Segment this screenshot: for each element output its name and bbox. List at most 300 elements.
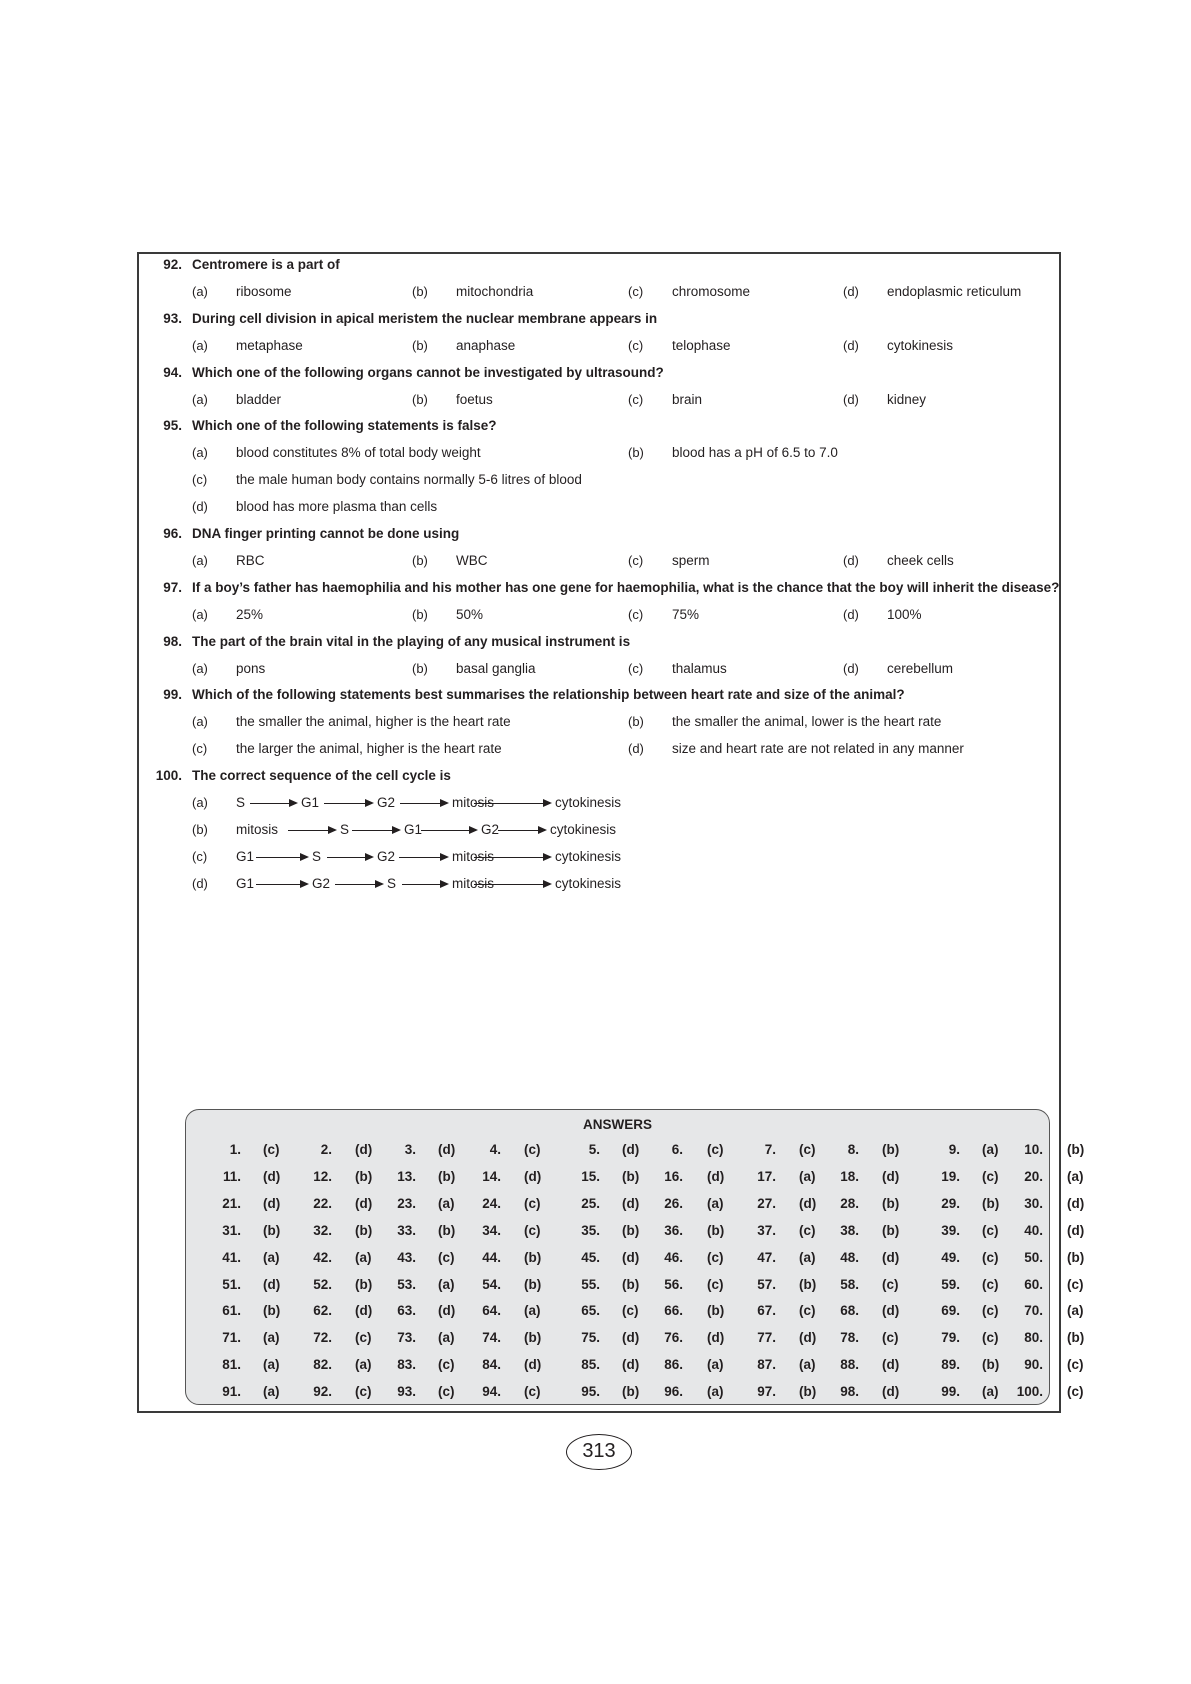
option-label: (c) [628,337,644,353]
page-number: 313 [566,1434,632,1470]
option-text: the smaller the animal, higher is the heart rate [236,714,511,730]
answer-value: (c) [799,1303,816,1319]
question-line [0,849,1191,875]
answer-number: 77. [757,1330,776,1346]
answer-value: (b) [438,1222,456,1238]
option-text: cytokinesis [887,337,954,353]
answer-number: 34. [482,1222,501,1238]
answer-value: (c) [982,1303,999,1319]
answer-value: (c) [438,1249,455,1265]
right-arrow-icon [352,830,399,831]
answer-value: (b) [622,1168,640,1184]
right-arrow-icon [327,857,372,858]
question-text: During cell division in apical meristem the nuclear membrane appears in [192,310,658,326]
question-line [0,553,1191,579]
sequence [236,822,656,842]
option-label: (b) [628,445,644,461]
question-line [0,607,1191,633]
answers-title: ANSWERS [582,1117,652,1132]
answer-value: (b) [355,1276,373,1292]
answer-number: 87. [757,1357,776,1373]
option-text: size and heart rate are not related in any manner [672,741,964,757]
answer-row [186,1222,1085,1247]
answer-number: 59. [941,1276,960,1292]
answer-number: 54. [482,1276,501,1292]
answer-value: (b) [438,1168,456,1184]
sequence-step: G2 [312,875,331,891]
answer-value: (b) [263,1222,281,1238]
answer-value: (c) [982,1330,999,1346]
answer-number: 69. [941,1303,960,1319]
answer-value: (d) [263,1195,281,1211]
option-label: (c) [628,606,644,622]
answer-number: 27. [757,1195,776,1211]
option-label: (d) [628,741,644,757]
option-label: (b) [412,552,428,568]
answer-number: 70. [1024,1303,1043,1319]
answer-value: (c) [707,1249,724,1265]
answer-value: (c) [799,1222,816,1238]
option-label: (d) [843,283,859,299]
option-label: (a) [192,337,208,353]
answer-value: (c) [707,1142,724,1157]
option-label: (a) [192,445,208,461]
answer-value: (b) [622,1276,640,1292]
option-label: (a) [192,795,208,810]
answer-number: 86. [664,1357,683,1373]
answer-value: (c) [882,1330,899,1346]
answer-number: 53. [397,1276,416,1292]
answer-value: (b) [355,1168,373,1184]
question-number: 95. [163,418,182,434]
answer-number: 91. [222,1384,241,1400]
answer-value: (c) [263,1142,280,1157]
answer-row [186,1384,1084,1408]
sequence-step: mitosis [452,795,495,810]
answer-value: (c) [882,1276,899,1292]
sequence-step: S [312,848,322,864]
answer-value: (c) [982,1168,999,1184]
answer-value: (b) [524,1249,542,1265]
question-text: The correct sequence of the cell cycle is [192,768,451,784]
answer-number: 7. [764,1142,776,1157]
option-label: (b) [412,283,428,299]
answer-value: (a) [707,1384,724,1400]
answer-number: 83. [397,1357,416,1373]
question-line [0,876,1191,902]
answer-row [186,1330,1085,1354]
answer-value: (a) [707,1357,724,1373]
answer-value: (b) [1067,1330,1085,1346]
question-number: 97. [163,579,182,595]
answer-number: 81. [222,1357,241,1373]
answer-number: 78. [840,1330,859,1346]
answer-number: 80. [1024,1330,1043,1346]
answer-number: 55. [581,1276,600,1292]
answer-value: (b) [1067,1249,1085,1265]
answer-value: (d) [524,1168,542,1184]
option-label: (c) [192,741,208,757]
option-text: pons [236,660,266,676]
answer-number: 51. [222,1276,241,1292]
answer-value: (a) [438,1276,455,1292]
option-label: (a) [192,391,208,407]
right-arrow-icon [400,803,447,804]
answer-number: 72. [313,1330,332,1346]
sequence-step: G1 [301,795,320,810]
sequence-step: G1 [236,875,255,891]
option-text: the male human body contains normally 5-6 litres of blood [236,472,582,488]
option-label: (a) [192,660,208,676]
answer-value: (c) [524,1195,541,1211]
answer-value: (d) [622,1249,640,1265]
answer-number: 89. [941,1357,960,1373]
question-text: The part of the brain vital in the playing of any musical instrument is [192,633,631,649]
option-text: chromosome [672,283,751,299]
option-label: (c) [192,848,208,864]
sequence-step: mitosis [236,821,279,837]
answer-number: 50. [1024,1249,1043,1265]
right-arrow-icon [474,857,550,858]
option-text: brain [672,391,703,407]
sequence [236,849,656,869]
answer-number: 6. [671,1142,683,1157]
answer-value: (d) [1067,1222,1085,1238]
option-label: (d) [192,499,208,515]
answer-value: (d) [799,1330,817,1346]
option-text: mitochondria [456,283,534,299]
sequence-step: G1 [404,821,423,837]
option-label: (d) [843,391,859,407]
right-arrow-icon [399,857,447,858]
option-label: (d) [843,660,859,676]
answer-row [186,1276,1084,1301]
question-number: 100. [155,768,182,784]
answer-number: 96. [664,1384,683,1400]
answer-number: 37. [757,1222,776,1238]
answer-number: 95. [581,1384,600,1400]
answer-number: 26. [664,1195,683,1211]
right-arrow-icon [256,884,307,885]
answer-value: (c) [799,1142,816,1157]
option-text: cheek cells [887,552,954,568]
sequence-step: cytokinesis [555,875,622,891]
question-line [0,472,1191,498]
answer-number: 85. [581,1357,600,1373]
answer-value: (b) [982,1357,1000,1373]
question-line [0,580,1191,606]
answer-number: 1. [229,1142,241,1157]
option-label: (a) [192,552,208,568]
answer-row [186,1142,1085,1166]
answer-value: (c) [438,1357,455,1373]
answer-number: 49. [941,1249,960,1265]
answer-value: (a) [524,1303,541,1319]
question-line [0,822,1191,848]
option-label: (c) [192,472,208,488]
answer-number: 67. [757,1303,776,1319]
answer-number: 31. [222,1222,241,1238]
right-arrow-icon [402,884,447,885]
sequence-step: G2 [481,821,500,837]
answer-value: (c) [982,1222,999,1238]
answer-number: 92. [313,1384,332,1400]
option-text: bladder [236,391,282,407]
question-line [0,741,1191,767]
answer-value: (c) [355,1384,372,1400]
answer-value: (a) [263,1384,280,1400]
answer-value: (d) [622,1195,640,1211]
question-line [0,284,1191,310]
answer-value: (b) [799,1384,817,1400]
option-text: 25% [236,606,264,622]
answer-value: (d) [263,1168,281,1184]
answer-number: 42. [313,1249,332,1265]
sequence-step: mitosis [452,848,495,864]
answer-value: (d) [799,1195,817,1211]
answer-value: (b) [524,1330,542,1346]
option-text: cerebellum [887,660,954,676]
answer-number: 90. [1024,1357,1043,1373]
option-text: thalamus [672,660,727,676]
question-line [0,634,1191,660]
answer-number: 22. [313,1195,332,1211]
answer-value: (a) [263,1330,280,1346]
answer-number: 40. [1024,1222,1043,1238]
answer-number: 15. [581,1168,600,1184]
answer-number: 64. [482,1303,501,1319]
question-text: DNA finger printing cannot be done using [192,526,460,541]
answer-value: (d) [263,1276,281,1292]
option-label: (b) [412,606,428,622]
answer-key-box [185,1109,1085,1405]
option-label: (c) [628,283,644,299]
question-line [0,687,1191,713]
option-label: (c) [628,391,644,407]
answer-value: (d) [707,1168,725,1184]
question-number: 99. [163,687,182,703]
answer-value: (a) [1067,1168,1084,1184]
answer-value: (b) [622,1384,640,1400]
sequence-step: cytokinesis [550,821,617,837]
sequence-step: cytokinesis [555,848,622,864]
right-arrow-icon [250,803,296,804]
option-label: (b) [412,660,428,676]
question-text: Centromere is a part of [192,257,340,272]
answer-number: 71. [222,1330,241,1346]
option-label: (c) [628,552,644,568]
answer-value: (b) [707,1222,725,1238]
answer-value: (b) [263,1303,281,1319]
option-label: (d) [843,337,859,353]
right-arrow-icon [335,884,382,885]
right-arrow-icon [256,857,307,858]
question-text: Which one of the following statements is false? [192,418,497,434]
option-text: 75% [672,606,700,622]
answer-number: 58. [840,1276,859,1292]
option-text: metaphase [236,337,303,353]
option-text: 50% [456,606,484,622]
answer-number: 19. [941,1168,960,1184]
option-label: (a) [192,606,208,622]
answer-value: (d) [882,1384,900,1400]
option-text: telophase [672,337,731,353]
answer-value: (b) [882,1195,900,1211]
answer-number: 10. [1024,1142,1043,1157]
answer-value: (a) [707,1195,724,1211]
right-arrow-icon [474,884,550,885]
question-line [0,311,1191,337]
sequence-step: cytokinesis [555,795,622,810]
answer-number: 41. [222,1249,241,1265]
option-label: (b) [412,391,428,407]
answer-number: 32. [313,1222,332,1238]
answer-number: 30. [1024,1195,1043,1211]
answer-number: 75. [581,1330,600,1346]
option-label: (b) [628,714,644,730]
answer-number: 35. [581,1222,600,1238]
answer-number: 44. [482,1249,501,1265]
answer-value: (c) [524,1384,541,1400]
answer-value: (b) [882,1142,900,1157]
question-line [0,768,1191,794]
answer-row [186,1249,1085,1274]
question-text: If a boy’s father has haemophilia and his mother has one gene for haemophilia, what is the chance that the boy will inherit the disease? [192,579,1060,595]
answer-value: (a) [263,1357,280,1373]
answer-value: (b) [1067,1142,1085,1157]
option-text: WBC [456,552,488,568]
answer-number: 17. [757,1168,776,1184]
option-text: sperm [672,552,710,568]
option-text: blood has a pH of 6.5 to 7.0 [672,445,838,461]
answer-number: 21. [222,1195,241,1211]
question-line [0,795,1191,821]
answer-number: 36. [664,1222,683,1238]
option-text: endoplasmic reticulum [887,283,1022,299]
answer-value: (a) [982,1384,999,1400]
question-number: 92. [163,257,182,272]
answer-value: (d) [882,1168,900,1184]
answer-value: (d) [882,1357,900,1373]
answer-number: 43. [397,1249,416,1265]
answer-number: 63. [397,1303,416,1319]
answer-value: (c) [982,1249,999,1265]
answer-number: 48. [840,1249,859,1265]
answer-number: 99. [941,1384,960,1400]
option-label: (d) [843,552,859,568]
answer-value: (b) [707,1303,725,1319]
answer-row [186,1303,1084,1327]
answer-value: (c) [982,1276,999,1292]
answer-number: 38. [840,1222,859,1238]
question-line [0,392,1191,418]
answer-value: (c) [438,1384,455,1400]
question-number: 96. [163,526,182,541]
answer-value: (c) [1067,1384,1084,1400]
sequence-step: S [387,875,397,891]
option-text: kidney [887,391,927,407]
option-text: RBC [236,552,265,568]
answer-value: (c) [1067,1276,1084,1292]
answer-value: (d) [622,1357,640,1373]
answer-number: 12. [313,1168,332,1184]
answer-value: (d) [1067,1195,1085,1211]
answer-number: 93. [397,1384,416,1400]
answer-value: (a) [355,1357,372,1373]
answer-number: 61. [222,1303,241,1319]
answer-value: (d) [355,1195,373,1211]
sequence-step: mitosis [452,875,495,891]
answer-number: 16. [664,1168,683,1184]
right-arrow-icon [474,803,550,804]
question-line [0,338,1191,364]
option-text: ribosome [236,283,292,299]
answer-value: (d) [622,1142,640,1157]
answer-number: 56. [664,1276,683,1292]
answer-value: (d) [707,1330,725,1346]
answer-row [186,1357,1084,1381]
answer-value: (c) [524,1222,541,1238]
option-text: blood constitutes 8% of total body weight [236,445,481,461]
question-text: Which of the following statements best summarises the relationship between heart rate and size of the animal? [192,687,905,703]
answer-number: 79. [941,1330,960,1346]
answer-value: (a) [355,1249,372,1265]
answer-number: 11. [222,1168,241,1184]
sequence [236,795,656,815]
option-text: anaphase [456,337,516,353]
answer-number: 74. [482,1330,501,1346]
answer-value: (c) [707,1276,724,1292]
answer-value: (a) [263,1249,280,1265]
answer-value: (a) [799,1168,816,1184]
option-text: the smaller the animal, lower is the heart rate [672,714,942,730]
sequence-step: G2 [377,795,396,810]
question-number: 93. [163,310,182,326]
answer-number: 5. [588,1142,600,1157]
right-arrow-icon [324,803,372,804]
sequence-step: G2 [377,848,396,864]
answer-value: (d) [355,1303,373,1319]
answer-number: 84. [482,1357,501,1373]
question-number: 98. [163,633,182,649]
option-label: (b) [412,337,428,353]
answer-number: 52. [313,1276,332,1292]
right-arrow-icon [288,830,335,831]
answer-number: 65. [581,1303,600,1319]
answer-number: 97. [757,1384,776,1400]
answer-value: (c) [1067,1357,1084,1373]
answer-number: 66. [664,1303,683,1319]
answer-value: (b) [355,1222,373,1238]
answer-number: 60. [1024,1276,1043,1292]
answer-number: 98. [840,1384,859,1400]
answer-number: 45. [581,1249,600,1265]
answer-number: 29. [941,1195,960,1211]
answer-number: 25. [581,1195,600,1211]
answer-number: 3. [404,1142,416,1157]
answer-value: (d) [622,1330,640,1346]
answer-number: 62. [313,1303,332,1319]
option-label: (c) [628,660,644,676]
answer-number: 2. [320,1142,332,1157]
answer-value: (b) [882,1222,900,1238]
answer-value: (b) [799,1276,817,1292]
sequence-step: G1 [236,848,255,864]
answer-value: (c) [355,1330,372,1346]
answer-number: 88. [840,1357,859,1373]
option-label: (b) [192,821,208,837]
option-text: 100% [887,606,922,622]
